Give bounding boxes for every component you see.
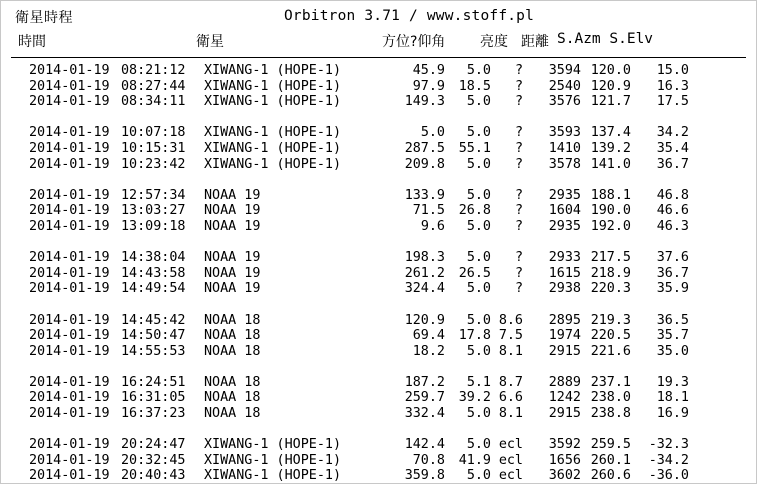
- pass-sun-elevation: 46.8: [656, 187, 689, 203]
- pass-time: 10:07:18: [121, 125, 186, 141]
- table-column-headers: [1, 31, 756, 57]
- pass-time: 14:49:54: [121, 281, 186, 297]
- pass-time: 10:15:31: [121, 140, 186, 156]
- pass-date: 2014-01-19: [29, 156, 110, 172]
- page-header: [1, 1, 756, 31]
- pass-date: 2014-01-19: [29, 218, 110, 234]
- pass-elevation: 5.0: [466, 312, 491, 328]
- pass-distance: 2915: [548, 406, 581, 422]
- pass-satellite: XIWANG-1 (HOPE-1): [204, 63, 342, 78]
- pass-azimuth: 187.2: [404, 374, 445, 390]
- pass-distance: 3602: [548, 468, 581, 484]
- pass-elevation: 5.0: [466, 125, 491, 141]
- pass-azimuth: 261.2: [404, 265, 445, 281]
- pass-time: 16:31:05: [121, 390, 186, 406]
- pass-elevation: 18.5: [458, 78, 491, 94]
- pass-magnitude: ?: [514, 63, 523, 78]
- pass-magnitude: ecl: [498, 437, 523, 453]
- pass-time: 14:43:58: [121, 265, 186, 281]
- pass-elevation: 5.0: [466, 156, 491, 172]
- pass-sun-elevation: 15.0: [656, 63, 689, 78]
- pass-magnitude: 6.6: [498, 390, 523, 406]
- pass-satellite: NOAA 19: [204, 187, 261, 203]
- pass-magnitude: ?: [514, 250, 523, 266]
- pass-distance: 1615: [548, 265, 581, 281]
- pass-elevation: 5.0: [466, 437, 491, 453]
- pass-distance: 3576: [548, 94, 581, 110]
- pass-distance: 2889: [548, 374, 581, 390]
- column-header-distance: 距離: [521, 34, 549, 50]
- pass-sun-azimuth: 260.6: [590, 468, 631, 484]
- pass-magnitude: ?: [514, 156, 523, 172]
- pass-azimuth: 120.9: [404, 312, 445, 328]
- pass-sun-elevation: 16.3: [656, 78, 689, 94]
- table-row[interactable]: [1, 250, 757, 266]
- pass-distance: 1974: [548, 328, 581, 344]
- pass-time: 14:45:42: [121, 312, 186, 328]
- pass-date: 2014-01-19: [29, 140, 110, 156]
- pass-elevation: 5.0: [466, 63, 491, 78]
- pass-distance: 2933: [548, 250, 581, 266]
- pass-sun-azimuth: 190.0: [590, 203, 631, 219]
- pass-elevation: 39.2: [458, 390, 491, 406]
- pass-distance: 1242: [548, 390, 581, 406]
- pass-distance: 1410: [548, 140, 581, 156]
- pass-sun-azimuth: 219.3: [590, 312, 631, 328]
- pass-azimuth: 97.9: [412, 78, 445, 94]
- pass-satellite: NOAA 18: [204, 390, 261, 406]
- pass-elevation: 5.0: [466, 218, 491, 234]
- pass-elevation: 55.1: [458, 140, 491, 156]
- pass-sun-elevation: 36.5: [656, 312, 689, 328]
- pass-magnitude: ecl: [498, 452, 523, 468]
- table-row[interactable]: [1, 453, 757, 469]
- pass-azimuth: 69.4: [412, 328, 445, 344]
- table-row[interactable]: [1, 157, 757, 173]
- table-row[interactable]: [1, 313, 757, 329]
- pass-elevation: 41.9: [458, 452, 491, 468]
- pass-sun-azimuth: 120.9: [590, 78, 631, 94]
- pass-satellite: NOAA 19: [204, 203, 261, 219]
- pass-satellite: NOAA 19: [204, 250, 261, 266]
- pass-magnitude: ?: [514, 140, 523, 156]
- pass-sun-azimuth: 139.2: [590, 140, 631, 156]
- table-row[interactable]: [1, 141, 757, 157]
- table-row[interactable]: [1, 390, 757, 406]
- pass-date: 2014-01-19: [29, 468, 110, 484]
- pass-distance: 1604: [548, 203, 581, 219]
- page-title: 衛星時程: [15, 10, 73, 26]
- pass-elevation: 5.0: [466, 406, 491, 422]
- pass-sun-azimuth: 137.4: [590, 125, 631, 141]
- pass-distance: 2915: [548, 343, 581, 359]
- pass-sun-elevation: 35.4: [656, 140, 689, 156]
- pass-sun-azimuth: 259.5: [590, 437, 631, 453]
- table-row[interactable]: [1, 188, 757, 204]
- pass-azimuth: 149.3: [404, 94, 445, 110]
- pass-time: 14:50:47: [121, 328, 186, 344]
- pass-satellite: XIWANG-1 (HOPE-1): [204, 156, 342, 172]
- pass-azimuth: 5.0: [420, 125, 445, 141]
- column-header-az-el: 方位?仰角: [382, 34, 446, 50]
- pass-time: 16:24:51: [121, 374, 186, 390]
- pass-date: 2014-01-19: [29, 452, 110, 468]
- pass-azimuth: 209.8: [404, 156, 445, 172]
- pass-azimuth: 324.4: [404, 281, 445, 297]
- pass-distance: 3592: [548, 437, 581, 453]
- pass-date: 2014-01-19: [29, 203, 110, 219]
- pass-date: 2014-01-19: [29, 343, 110, 359]
- pass-sun-elevation: -32.3: [648, 437, 689, 453]
- pass-elevation: 5.0: [466, 343, 491, 359]
- pass-satellite: NOAA 19: [204, 265, 261, 281]
- table-row[interactable]: [1, 437, 757, 453]
- pass-sun-elevation: 35.0: [656, 343, 689, 359]
- pass-time: 08:27:44: [121, 78, 186, 94]
- table-row[interactable]: [1, 125, 757, 141]
- pass-time: 08:21:12: [121, 63, 186, 78]
- table-row[interactable]: [1, 328, 757, 344]
- pass-time: 12:57:34: [121, 187, 186, 203]
- table-row[interactable]: [1, 79, 757, 95]
- pass-sun-azimuth: 192.0: [590, 218, 631, 234]
- pass-distance: 3578: [548, 156, 581, 172]
- pass-sun-azimuth: 217.5: [590, 250, 631, 266]
- group-separator: [1, 235, 757, 251]
- pass-azimuth: 287.5: [404, 140, 445, 156]
- pass-magnitude: ?: [514, 187, 523, 203]
- group-separator: [1, 110, 757, 126]
- pass-sun-elevation: 35.9: [656, 281, 689, 297]
- pass-date: 2014-01-19: [29, 312, 110, 328]
- table-row[interactable]: [1, 63, 757, 79]
- pass-time: 20:24:47: [121, 437, 186, 453]
- pass-date: 2014-01-19: [29, 78, 110, 94]
- pass-sun-azimuth: 237.1: [590, 374, 631, 390]
- pass-elevation: 26.8: [458, 203, 491, 219]
- pass-satellite: NOAA 18: [204, 374, 261, 390]
- pass-sun-elevation: 18.1: [656, 390, 689, 406]
- table-row[interactable]: [1, 94, 757, 110]
- pass-magnitude: ?: [514, 94, 523, 110]
- pass-satellite: XIWANG-1 (HOPE-1): [204, 437, 342, 453]
- pass-date: 2014-01-19: [29, 390, 110, 406]
- pass-satellite: NOAA 18: [204, 312, 261, 328]
- pass-time: 13:03:27: [121, 203, 186, 219]
- pass-date: 2014-01-19: [29, 94, 110, 110]
- app-title: Orbitron 3.71 / www.stoff.pl: [284, 8, 535, 24]
- pass-date: 2014-01-19: [29, 281, 110, 297]
- pass-azimuth: 198.3: [404, 250, 445, 266]
- pass-azimuth: 359.8: [404, 468, 445, 484]
- pass-sun-azimuth: 218.9: [590, 265, 631, 281]
- pass-elevation: 17.8: [458, 328, 491, 344]
- pass-magnitude: ?: [514, 203, 523, 219]
- table-row[interactable]: [1, 468, 757, 484]
- pass-date: 2014-01-19: [29, 187, 110, 203]
- pass-azimuth: 18.2: [412, 343, 445, 359]
- column-header-magnitude: 亮度: [480, 34, 508, 50]
- group-separator: [1, 172, 757, 188]
- pass-sun-elevation: 17.5: [656, 94, 689, 110]
- pass-sun-elevation: 36.7: [656, 265, 689, 281]
- pass-date: 2014-01-19: [29, 374, 110, 390]
- pass-azimuth: 71.5: [412, 203, 445, 219]
- pass-sun-azimuth: 221.6: [590, 343, 631, 359]
- pass-magnitude: 8.1: [498, 406, 523, 422]
- pass-time: 14:38:04: [121, 250, 186, 266]
- pass-sun-elevation: 35.7: [656, 328, 689, 344]
- header-divider: [11, 57, 746, 58]
- pass-azimuth: 259.7: [404, 390, 445, 406]
- pass-distance: 2540: [548, 78, 581, 94]
- pass-sun-elevation: 19.3: [656, 374, 689, 390]
- pass-satellite: XIWANG-1 (HOPE-1): [204, 94, 342, 110]
- pass-satellite: XIWANG-1 (HOPE-1): [204, 78, 342, 94]
- pass-time: 20:32:45: [121, 452, 186, 468]
- pass-date: 2014-01-19: [29, 250, 110, 266]
- pass-satellite: XIWANG-1 (HOPE-1): [204, 452, 342, 468]
- pass-time: 14:55:53: [121, 343, 186, 359]
- pass-sun-azimuth: 220.5: [590, 328, 631, 344]
- pass-magnitude: ?: [514, 265, 523, 281]
- pass-magnitude: 8.1: [498, 343, 523, 359]
- column-header-satellite: 衛星: [196, 34, 224, 50]
- pass-magnitude: ?: [514, 125, 523, 141]
- pass-time: 10:23:42: [121, 156, 186, 172]
- pass-sun-elevation: 16.9: [656, 406, 689, 422]
- pass-date: 2014-01-19: [29, 63, 110, 78]
- column-header-sun-az-el: S.Azm S.Elv: [557, 31, 654, 47]
- pass-satellite: NOAA 19: [204, 218, 261, 234]
- pass-magnitude: ?: [514, 78, 523, 94]
- pass-elevation: 5.0: [466, 187, 491, 203]
- pass-distance: 3594: [548, 63, 581, 78]
- pass-sun-azimuth: 238.8: [590, 406, 631, 422]
- pass-sun-elevation: 34.2: [656, 125, 689, 141]
- pass-satellite: NOAA 18: [204, 343, 261, 359]
- pass-azimuth: 45.9: [412, 63, 445, 78]
- pass-table: [1, 63, 757, 484]
- pass-magnitude: 8.6: [498, 312, 523, 328]
- pass-sun-elevation: 46.3: [656, 218, 689, 234]
- table-row[interactable]: [1, 203, 757, 219]
- pass-sun-azimuth: 141.0: [590, 156, 631, 172]
- pass-magnitude: 8.7: [498, 374, 523, 390]
- pass-azimuth: 332.4: [404, 406, 445, 422]
- group-separator: [1, 422, 757, 438]
- pass-satellite: XIWANG-1 (HOPE-1): [204, 468, 342, 484]
- column-header-time: 時間: [18, 34, 46, 50]
- pass-date: 2014-01-19: [29, 328, 110, 344]
- pass-date: 2014-01-19: [29, 406, 110, 422]
- pass-time: 08:34:11: [121, 94, 186, 110]
- pass-satellite: NOAA 19: [204, 281, 261, 297]
- pass-sun-elevation: 36.7: [656, 156, 689, 172]
- pass-sun-azimuth: 121.7: [590, 94, 631, 110]
- pass-date: 2014-01-19: [29, 437, 110, 453]
- pass-satellite: NOAA 18: [204, 328, 261, 344]
- table-row[interactable]: [1, 219, 757, 235]
- pass-date: 2014-01-19: [29, 265, 110, 281]
- pass-azimuth: 70.8: [412, 452, 445, 468]
- pass-azimuth: 142.4: [404, 437, 445, 453]
- pass-azimuth: 133.9: [404, 187, 445, 203]
- pass-elevation: 5.0: [466, 94, 491, 110]
- pass-azimuth: 9.6: [420, 218, 445, 234]
- pass-sun-azimuth: 260.1: [590, 452, 631, 468]
- pass-distance: 3593: [548, 125, 581, 141]
- pass-elevation: 5.0: [466, 250, 491, 266]
- pass-satellite: NOAA 18: [204, 406, 261, 422]
- pass-distance: 1656: [548, 452, 581, 468]
- pass-sun-azimuth: 238.0: [590, 390, 631, 406]
- pass-elevation: 5.0: [466, 468, 491, 484]
- pass-elevation: 26.5: [458, 265, 491, 281]
- pass-elevation: 5.1: [466, 374, 491, 390]
- pass-satellite: XIWANG-1 (HOPE-1): [204, 140, 342, 156]
- pass-elevation: 5.0: [466, 281, 491, 297]
- pass-time: 16:37:23: [121, 406, 186, 422]
- pass-time: 20:40:43: [121, 468, 186, 484]
- pass-distance: 2938: [548, 281, 581, 297]
- table-row[interactable]: [1, 344, 757, 360]
- group-separator: [1, 297, 757, 313]
- pass-sun-elevation: 37.6: [656, 250, 689, 266]
- table-row[interactable]: [1, 266, 757, 282]
- pass-date: 2014-01-19: [29, 125, 110, 141]
- pass-sun-elevation: -34.2: [648, 452, 689, 468]
- table-row[interactable]: [1, 406, 757, 422]
- pass-satellite: XIWANG-1 (HOPE-1): [204, 125, 342, 141]
- pass-magnitude: 7.5: [498, 328, 523, 344]
- pass-magnitude: ecl: [498, 468, 523, 484]
- pass-sun-elevation: -36.0: [648, 468, 689, 484]
- pass-sun-azimuth: 188.1: [590, 187, 631, 203]
- pass-magnitude: ?: [514, 218, 523, 234]
- table-row[interactable]: [1, 375, 757, 391]
- pass-sun-elevation: 46.6: [656, 203, 689, 219]
- pass-distance: 2935: [548, 187, 581, 203]
- group-separator: [1, 359, 757, 375]
- pass-time: 13:09:18: [121, 218, 186, 234]
- pass-sun-azimuth: 220.3: [590, 281, 631, 297]
- pass-distance: 2935: [548, 218, 581, 234]
- pass-sun-azimuth: 120.0: [590, 63, 631, 78]
- pass-magnitude: ?: [514, 281, 523, 297]
- pass-distance: 2895: [548, 312, 581, 328]
- table-row[interactable]: [1, 281, 757, 297]
